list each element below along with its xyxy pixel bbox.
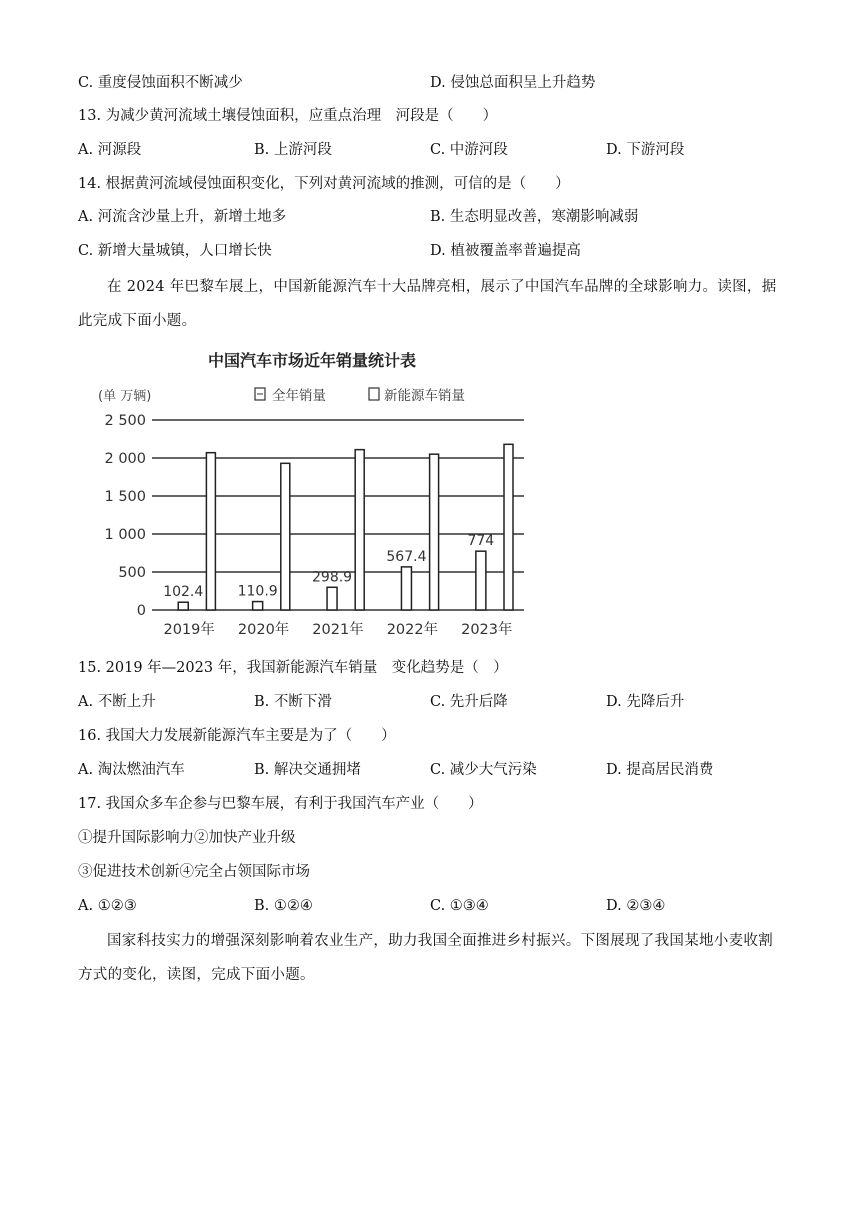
bar-nev-sales [401, 567, 411, 610]
q17-stem: 17. 我国众多车企参与巴黎车展，有利于我国汽车产业（ ） [78, 796, 483, 812]
q13-option-b: B. 上游河段 [254, 142, 332, 158]
bar-total-sales [430, 454, 439, 610]
intro-wheat-paragraph: 国家科技实力的增强深刻影响着农业生产，助力我国全面推进乡村振兴。下图展现了我国某地小麦收割方式的变化，读图，完成下面小题。 [78, 933, 773, 983]
chart-x-tick-label: 2022年 [386, 622, 439, 638]
chart-x-tick-label: 2020年 [237, 622, 290, 638]
q12-option-d: D. 侵蚀总面积呈上升趋势 [430, 75, 596, 91]
bar-nev-data-label: 102.4 [163, 584, 204, 600]
q16-option-d: D. 提高居民消费 [606, 762, 714, 778]
q15-stem: 15. 2019 年—2023 年，我国新能源汽车销量 变化趋势是（ ） [78, 660, 508, 676]
bar-nev-data-label: 110.9 [237, 583, 278, 600]
bar-nev-sales [327, 587, 337, 610]
car-sales-chart [92, 340, 532, 640]
q17-statement-line-1: ①提升国际影响力②加快产业升级 [78, 830, 296, 846]
q15-option-b: B. 不断下滑 [254, 694, 332, 710]
chart-y-tick-label: 500 [118, 565, 146, 581]
legend-label-nev: 新能源车销量 [384, 388, 465, 404]
q16-option-c: C. 减少大气污染 [430, 762, 537, 778]
q14-option-b: B. 生态明显改善，寒潮影响减弱 [430, 209, 639, 225]
q14-stem: 14. 根据黄河流域侵蚀面积变化，下列对黄河流域的推测，可信的是（ ） [78, 176, 570, 192]
q16-stem: 16. 我国大力发展新能源汽车主要是为了（ ） [78, 728, 396, 744]
bar-nev-sales [178, 602, 188, 610]
chart-x-tick-label: 2019年 [163, 622, 215, 638]
intro-cars-paragraph: 在 2024 年巴黎车展上，中国新能源汽车十大品牌亮相，展示了中国汽车品牌的全球影响力。读图，据此完成下面小题。 [78, 279, 777, 329]
legend-label-total: 全年销量 [272, 388, 326, 404]
chart-y-tick-label: 1 000 [104, 527, 146, 543]
bar-total-sales [206, 453, 215, 610]
bar-nev-data-label: 774 [467, 533, 495, 550]
q13-option-d: D. 下游河段 [606, 142, 685, 158]
q12-option-c: C. 重度侵蚀面积不断减少 [78, 75, 243, 91]
q14-option-a: A. 河流含沙量上升，新增土地多 [78, 209, 287, 225]
q15-option-d: D. 先降后升 [606, 694, 685, 710]
bar-nev-data-label: 567.4 [386, 548, 427, 565]
chart-title: 中国汽车市场近年销量统计表 [207, 351, 417, 370]
bar-nev-sales [476, 551, 486, 610]
q17-statement-line-2: ③促进技术创新④完全占领国际市场 [78, 864, 310, 880]
legend-swatch-nev [369, 388, 379, 400]
chart-x-tick-label: 2021年 [312, 622, 364, 638]
q17-option-a: A. ①②③ [78, 898, 137, 914]
bar-total-sales [281, 463, 290, 610]
bar-nev-sales [253, 602, 263, 610]
q15-option-a: A. 不断上升 [78, 694, 156, 710]
q13-stem: 13. 为减少黄河流域土壤侵蚀面积，应重点治理 河段是（ ） [78, 108, 498, 124]
bar-nev-data-label: 298.9 [312, 569, 353, 586]
chart-x-tick-label: 2023年 [461, 622, 513, 638]
bar-total-sales [504, 444, 513, 610]
chart-y-tick-label: 0 [136, 603, 146, 619]
q16-option-a: A. 淘汰燃油汽车 [78, 762, 185, 778]
chart-y-tick-label: 2 000 [104, 451, 146, 467]
q17-option-b: B. ①②④ [254, 898, 313, 914]
q14-option-c: C. 新增大量城镇，人口增长快 [78, 243, 272, 259]
chart-y-tick-label: 2 500 [104, 413, 146, 429]
q14-option-d: D. 植被覆盖率普遍提高 [430, 243, 581, 259]
q16-option-b: B. 解决交通拥堵 [254, 762, 361, 778]
bar-total-sales [355, 450, 364, 610]
q17-option-c: C. ①③④ [430, 898, 489, 914]
chart-y-tick-label: 1 500 [104, 489, 146, 505]
chart-ylabel: (单 万辆) [98, 389, 152, 404]
q13-option-a: A. 河源段 [78, 142, 142, 158]
chart-legend [255, 387, 465, 404]
q13-option-c: C. 中游河段 [430, 142, 508, 158]
q17-option-d: D. ②③④ [606, 898, 666, 914]
q15-option-c: C. 先升后降 [430, 694, 508, 710]
